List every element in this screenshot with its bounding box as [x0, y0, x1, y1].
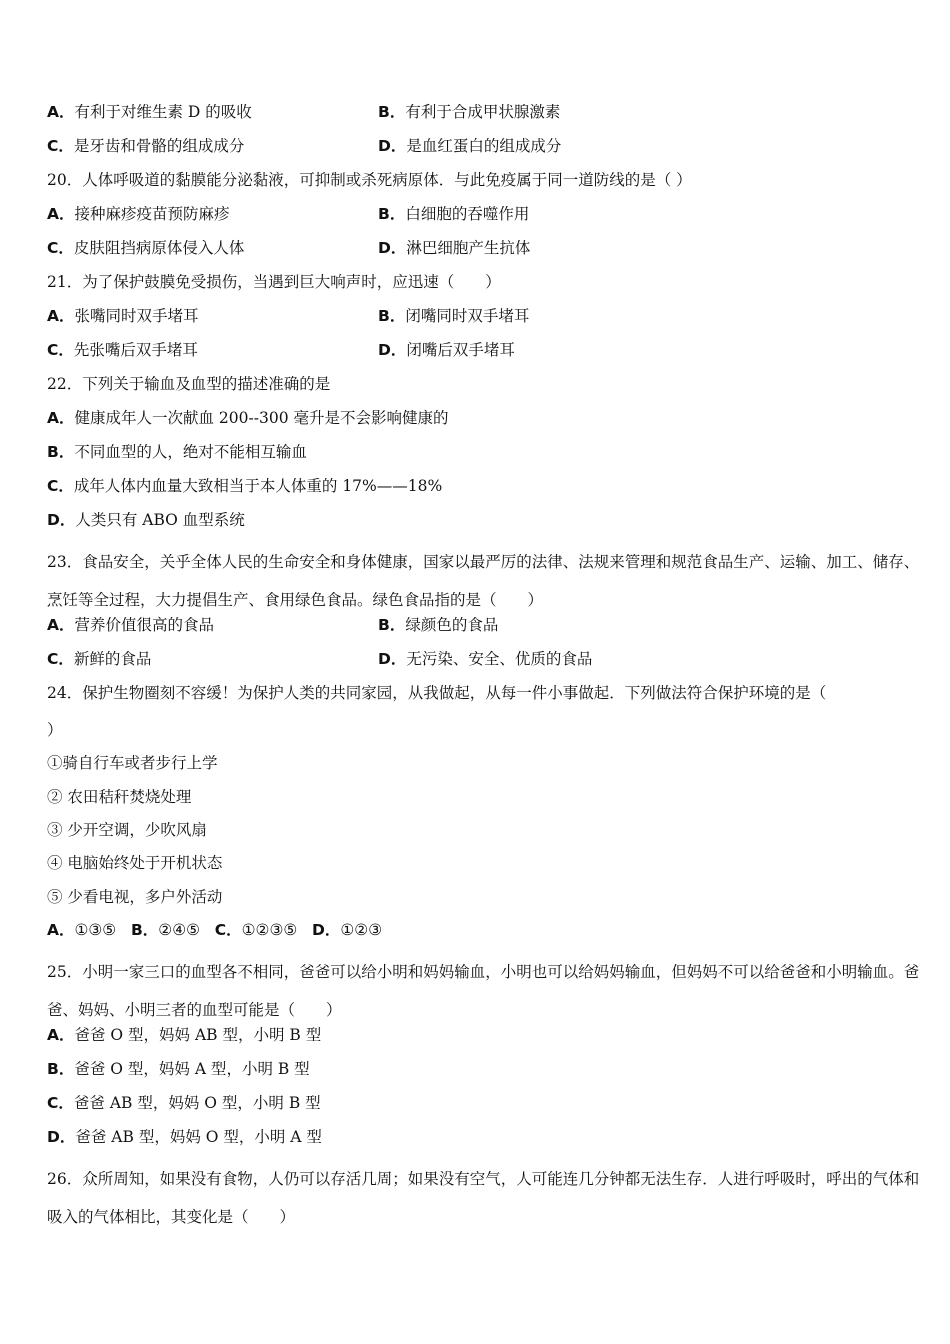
q22-option-b: B．不同血型的人，绝对不能相互输血: [47, 443, 307, 461]
q21-option-c: C．先张嘴后双手堵耳: [47, 341, 198, 359]
q25-stem: 25．小明一家三口的血型各不相同，爸爸可以给小明和妈妈输血，小明也可以给妈妈输血，但妈妈不可以给爸爸和小明输血。爸爸、妈妈、小明三者的血型可能是（ ）: [47, 963, 920, 1019]
q20-option-d: D．淋巴细胞产生抗体: [378, 239, 531, 257]
q24-item-1: ①骑自行车或者步行上学: [47, 754, 218, 772]
q19-option-a: A．有利于对维生素 D 的吸收: [47, 103, 252, 121]
q21-option-d: D．闭嘴后双手堵耳: [378, 341, 515, 359]
q23-option-a: A．营养价值很高的食品: [47, 616, 215, 634]
q24-item-4: ④ 电脑始终处于开机状态: [47, 854, 223, 872]
q19-option-d: D．是血红蛋白的组成成分: [378, 137, 562, 155]
q19-option-c: C．是牙齿和骨骼的组成成分: [47, 137, 245, 155]
q22-option-c: C．成年人体内血量大致相当于本人体重的 17%——18%: [47, 477, 443, 495]
q21-stem: 21．为了保护鼓膜免受损伤，当遇到巨大响声时，应迅速（ ）: [47, 273, 501, 291]
q20-option-c: C．皮肤阻挡病原体侵入人体: [47, 239, 245, 257]
q22-option-d: D．人类只有 ABO 血型系统: [47, 511, 245, 529]
q23-option-b: B．绿颜色的食品: [378, 616, 499, 634]
q20-stem: 20．人体呼吸道的黏膜能分泌黏液，可抑制或杀死病原体．与此免疫属于同一道防线的是（ ）: [47, 171, 692, 189]
q23-stem: 23．食品安全，关乎全体人民的生命安全和身体健康，国家以最严厉的法律、法规来管理和规范食品生产、运输、加工、储存、烹饪等全过程，大力提倡生产、食用绿色食品。绿色食品指的是（ ）: [47, 553, 920, 609]
q22-option-a: A．健康成年人一次献血 200--300 毫升是不会影响健康的: [47, 409, 449, 427]
q23-option-c: C．新鲜的食品: [47, 650, 152, 668]
q24-item-3: ③ 少开空调，少吹风扇: [47, 821, 207, 839]
q23-option-d: D．无污染、安全、优质的食品: [378, 650, 593, 668]
q21-option-a: A．张嘴同时双手堵耳: [47, 307, 199, 325]
q20-option-a: A．接种麻疹疫苗预防麻疹: [47, 205, 230, 223]
q21-option-b: B．闭嘴同时双手堵耳: [378, 307, 530, 325]
q25-option-b: B．爸爸 O 型，妈妈 A 型，小明 B 型: [47, 1060, 310, 1078]
q25-option-d: D．爸爸 AB 型，妈妈 O 型，小明 A 型: [47, 1128, 322, 1146]
q20-option-b: B．白细胞的吞噬作用: [378, 205, 530, 223]
q24-options: A．①③⑤ B．②④⑤ C．①②③⑤ D．①②③: [47, 921, 383, 939]
q24-stem-end: ）: [47, 721, 63, 739]
q25-option-a: A．爸爸 O 型，妈妈 AB 型，小明 B 型: [47, 1026, 322, 1044]
q25-option-c: C．爸爸 AB 型，妈妈 O 型，小明 B 型: [47, 1094, 321, 1112]
q24-stem: 24．保护生物圈刻不容缓！为保护人类的共同家园，从我做起，从每一件小事做起．下列做法符合保护环境的是（: [47, 684, 827, 702]
q24-item-5: ⑤ 少看电视，多户外活动: [47, 888, 223, 906]
q26-stem: 26．众所周知，如果没有食物，人仍可以存活几周；如果没有空气，人可能连几分钟都无法生存．人进行呼吸时，呼出的气体和吸入的气体相比，其变化是（ ）: [47, 1170, 920, 1226]
q24-item-2: ② 农田秸秆焚烧处理: [47, 788, 192, 806]
q22-stem: 22．下列关于输血及血型的描述准确的是: [47, 375, 331, 393]
q19-option-b: B．有利于合成甲状腺激素: [378, 103, 561, 121]
